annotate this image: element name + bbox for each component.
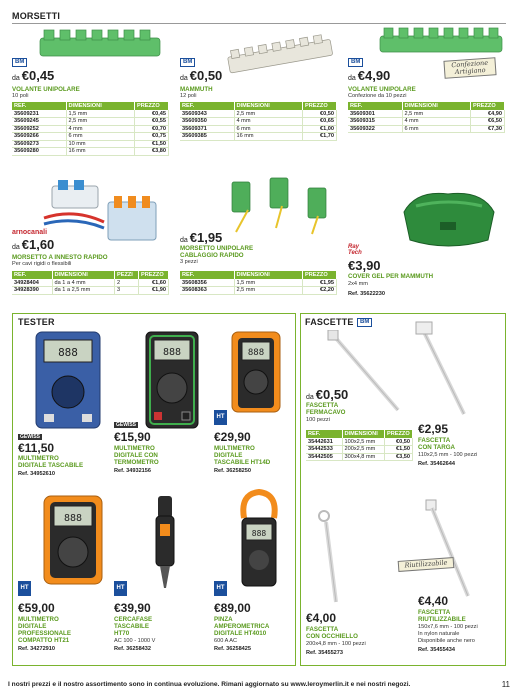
product-name: MULTIMETRO (18, 455, 59, 462)
brand-logo: BM (348, 58, 363, 67)
product-name: COMPATTO HT21 (18, 637, 70, 644)
product-ref: Ref. 36258250 (214, 468, 252, 474)
ht-brand-icon: HT (214, 410, 227, 425)
cable-tie-tag-image (414, 320, 474, 416)
product-name: DIGITALE (18, 623, 47, 630)
svg-text:888: 888 (63, 513, 83, 524)
product-desc: Confezione da 10 pezzi (348, 93, 407, 99)
price: da €4,90 (348, 68, 391, 83)
ref-table: REF. DIMENSIONI PREZZO 35442631 100x2,5 mm €0,50 35442533 200x2,5 mm €1,50 35442505 300x4,8 mm €3,50 (306, 430, 413, 461)
product-name: MORSETTO A INNESTO RAPIDO (12, 254, 108, 261)
product-name: DIGITALE TASCABILE (18, 462, 84, 469)
table-row: 35442533 200x2,5 mm €1,50 (306, 446, 413, 454)
brand-logo-gewiss: GEWISS (20, 434, 41, 440)
clamp-meter-ht4010-image (234, 488, 284, 588)
terminal-block-image (376, 24, 506, 58)
product-name: TERMOMETRO (114, 459, 159, 466)
product-name: PINZA (214, 616, 233, 623)
section-title-fascette: FASCETTE (305, 317, 354, 327)
price: da €0,45 (12, 68, 55, 83)
product-name: FERMACAVO (306, 409, 346, 416)
product-name: MORSETTO UNIPOLARE (180, 245, 254, 252)
product-desc: 100 pezzi (306, 417, 330, 423)
product-desc: Per cavi rigidi o flessibili (12, 261, 72, 267)
svg-text:888: 888 (58, 346, 78, 359)
product-name: FASCETTA (306, 402, 339, 409)
product-desc: 10 poli (12, 93, 29, 99)
price: €4,00 (306, 611, 337, 625)
product-ref: Ref. 35622230 (348, 291, 386, 297)
product-name: DIGITALE CON (114, 452, 158, 459)
footer-note: I nostri prezzi e il nostro assortimento sono in continua evoluzione. Rimani aggiornato su www.leroymerlin.it e nei nostri negozi. (8, 681, 411, 688)
pocket-multimeter-ht14d-image (230, 330, 282, 414)
ht-brand-icon: HT (18, 581, 31, 596)
thermometer-multimeter-image (140, 330, 204, 430)
svg-text:888: 888 (247, 348, 265, 358)
ref-table: REF. DIMENSIONI PREZZO 35609343 2,5 mm €0,50 35609350 4 mm €0,65 35609371 6 mm €1,00 35609385 16 mm €1,70 (180, 102, 337, 141)
product-name: CABLAGGIO RAPIDO (180, 252, 244, 259)
confezione-tag: Confezione Artigiano (443, 57, 496, 79)
table-row: 34928404 da 1 a 4 mm 2 €1,60 (12, 279, 169, 287)
section-title-morsetti: MORSETTI (12, 11, 61, 21)
price: da €1,95 (180, 230, 223, 245)
product-name: COVER GEL PER MAMMUTH (348, 273, 434, 280)
product-ref: Ref. 35462644 (418, 461, 456, 467)
table-row: 35609371 6 mm €1,00 (180, 125, 337, 133)
compact-multimeter-ht21-image (40, 494, 106, 586)
brand-logo-gewiss: GEWISS (116, 422, 137, 428)
price: da €0,50 (180, 68, 223, 83)
product-desc: Disponibile anche nero (418, 638, 475, 644)
product-name: MAMMUTH (180, 86, 213, 93)
product-desc: 110x2,5 mm - 100 pezzi (418, 452, 478, 458)
product-name: CON OCCHIELLO (306, 633, 358, 640)
product-name: HT70 (114, 630, 130, 637)
table-row: 35442505 300x4,8 mm €3,50 (306, 453, 413, 461)
product-ref: Ref. 34952610 (18, 471, 56, 477)
table-row: 35609231 1,5 mm €0,45 (12, 110, 169, 118)
price: €59,00 (18, 601, 55, 615)
product-name: CON TARGA (418, 444, 456, 451)
table-row: 35442631 100x2,5 mm €0,50 (306, 438, 413, 446)
product-name: PROFESSIONALE (18, 630, 71, 637)
page-number: 11 (501, 680, 510, 689)
price: €2,95 (418, 422, 449, 436)
price: da €1,60 (12, 237, 55, 252)
brand-logo: BM (12, 58, 27, 67)
product-ref: Ref. 34272910 (18, 646, 56, 652)
brand-logo: BM (180, 58, 195, 67)
product-name: AMPEROMETRICA (214, 623, 270, 630)
table-row: 35609322 6 mm €7,30 (348, 125, 505, 133)
brand-logo-arnocanali: arnocanali (12, 229, 48, 236)
product-name: CERCAFASE (114, 616, 153, 623)
price: €4,40 (418, 594, 449, 608)
product-desc: 2x4 mm (348, 281, 368, 287)
table-row: 35609385 16 mm €1,70 (180, 133, 337, 141)
product-ref: Ref. 35455434 (418, 647, 456, 653)
brand-logo: BM (357, 318, 372, 327)
reusable-cable-tie-image (424, 498, 474, 598)
pocket-multimeter-image (30, 330, 106, 430)
product-name: FASCETTA (306, 626, 339, 633)
product-name: VOLANTE UNIPOLARE (12, 86, 80, 93)
table-row: 35609266 6 mm €0,75 (12, 133, 169, 141)
product-ref: Ref. 36258432 (114, 646, 152, 652)
table-row: 35609343 2,5 mm €0,50 (180, 110, 337, 118)
product-ref: Ref. 35455273 (306, 650, 344, 656)
ref-table: REF. DIMENSIONI PREZZO 35609301 2,5 mm €4,90 35609315 4 mm €6,50 35609322 6 mm €7,30 (348, 102, 505, 133)
product-desc: 200x4,8 mm - 100 pezzi (306, 641, 366, 647)
product-name: DIGITALE HT4010 (214, 630, 267, 637)
product-ref: Ref. 36258425 (214, 646, 252, 652)
ht-brand-icon: HT (214, 581, 227, 596)
mammuth-terminal-image (226, 30, 336, 80)
product-desc: 3 pezzi (180, 259, 198, 265)
price: €29,90 (214, 430, 251, 444)
table-row: 34928390 da 1 a 2,5 mm 3 €1,90 (12, 287, 169, 295)
product-name: TASCABILE (114, 623, 149, 630)
price: €89,00 (214, 601, 251, 615)
quick-connector-image (34, 178, 164, 246)
table-row: 35609301 2,5 mm €4,90 (348, 110, 505, 118)
product-name: RIUTILIZZABILE (418, 616, 466, 623)
product-name: MULTIMETRO (214, 445, 255, 452)
table-row: 35608356 1,5 mm €1,95 (180, 279, 337, 287)
svg-text:888: 888 (251, 529, 267, 538)
product-desc: AC 100 - 1000 V (114, 638, 156, 644)
ref-table: REF. DIMENSIONI PEZZI PREZZO 34928404 da 1 a 4 mm 2 €1,60 34928390 da 1 a 2,5 mm 3 €1,90 (12, 271, 169, 295)
product-ref: Ref. 34932156 (114, 468, 152, 474)
gel-cover-image (396, 182, 500, 254)
product-desc: 12 poli (180, 93, 197, 99)
product-name: DIGITALE (214, 452, 243, 459)
product-name: TASCABILE HT14D (214, 459, 271, 466)
product-name: VOLANTE UNIPOLARE (348, 86, 416, 93)
price: €39,90 (114, 601, 151, 615)
price: da €0,50 (306, 387, 349, 402)
section-title-tester: TESTER (18, 317, 55, 327)
table-row: 35608363 2,5 mm €2,20 (180, 287, 337, 295)
voltage-tester-ht70-image (150, 494, 180, 590)
product-desc: 150x7,6 mm - 100 pezzi (418, 624, 478, 630)
table-row: 35609315 4 mm €6,50 (348, 118, 505, 126)
table-row: 35609273 10 mm €1,50 (12, 140, 169, 148)
svg-text:888: 888 (162, 347, 182, 358)
brand-logo-raytech: Ray Tech (348, 244, 362, 256)
product-desc: In nylon naturale (418, 631, 460, 637)
table-row: 35609350 4 mm €0,65 (180, 118, 337, 126)
unipolar-connector-image (226, 176, 336, 238)
product-name: MULTIMETRO (18, 616, 59, 623)
ref-table: REF. DIMENSIONI PREZZO 35609231 1,5 mm €0,45 35609245 2,5 mm €0,55 35609252 4 mm €0,70 35609266 6 mm €0,75 35609273 10 mm €1,50 35609280 16 mm €3,80 (12, 102, 169, 156)
riutilizzabile-tag: Riutilizzabile (398, 557, 455, 572)
price: €3,90 (348, 258, 381, 273)
price: €11,50 (18, 441, 55, 455)
product-name: FASCETTA (418, 437, 451, 444)
table-row: 35609245 2,5 mm €0,55 (12, 118, 169, 126)
cable-tie-eyelet-image (314, 506, 344, 604)
product-desc: 600 A AC (214, 638, 238, 644)
terminal-block-image (36, 24, 166, 66)
table-row: 35609280 16 mm €3,80 (12, 148, 169, 156)
product-name: MULTIMETRO (114, 445, 155, 452)
table-row: 35609252 4 mm €0,70 (12, 125, 169, 133)
ht-brand-icon: HT (114, 581, 127, 596)
ref-table: REF. DIMENSIONI PREZZO 35608356 1,5 mm €1,95 35608363 2,5 mm €2,20 (180, 271, 337, 295)
price: €15,90 (114, 430, 151, 444)
product-name: FASCETTA (418, 609, 451, 616)
